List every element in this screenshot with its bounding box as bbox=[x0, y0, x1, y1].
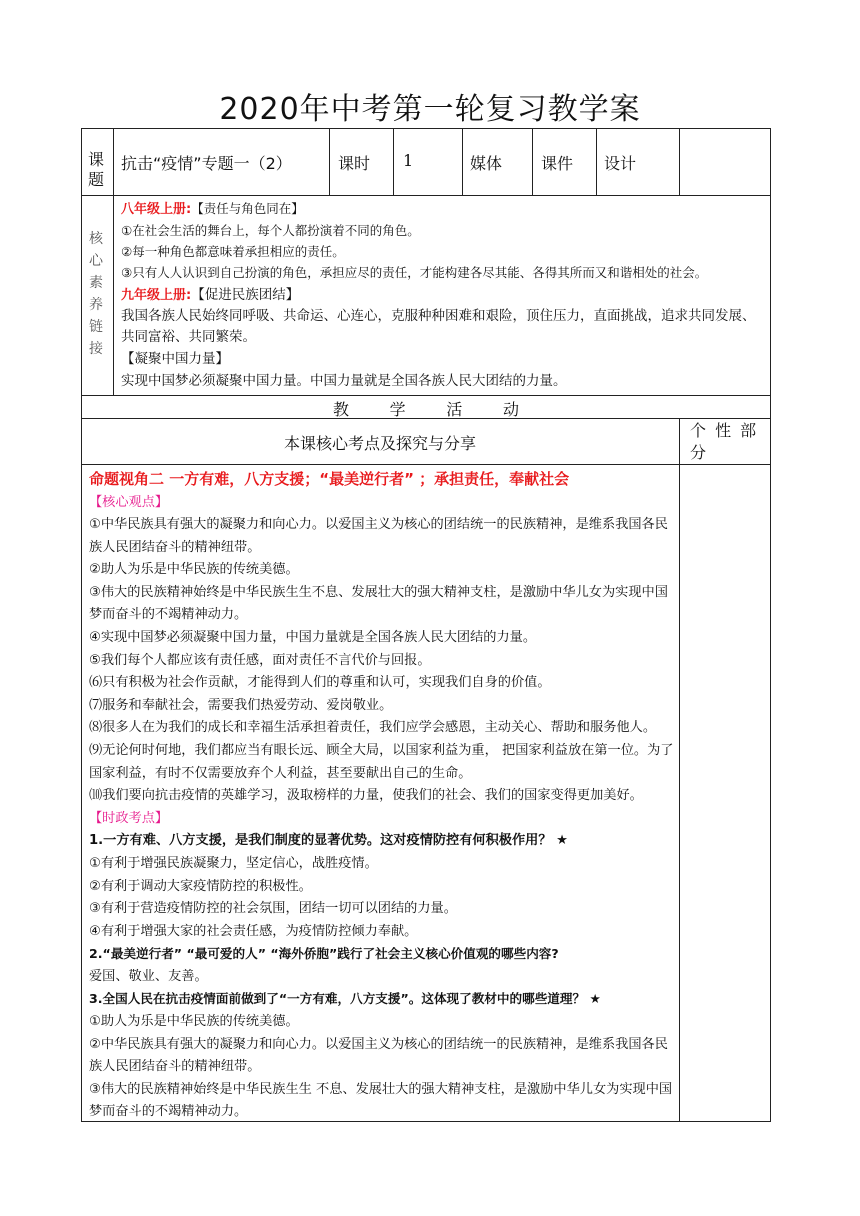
table-border-top bbox=[81, 128, 771, 129]
core-view-item: ⑺服务和奉献社会，需要我们热爱劳动、爱岗敬业。 bbox=[89, 697, 393, 713]
col-divider bbox=[596, 128, 597, 195]
document-title: 2020年中考第一轮复习教学案 bbox=[219, 92, 641, 127]
answer-item: ③伟大的民族精神始终是中华民族生生 不息、发展壮大的强大精神支柱，是激励中华儿女为实现中国梦而奋斗的不竭精神动力。 bbox=[89, 1081, 673, 1120]
core-view-item: ③伟大的民族精神始终是中华民族生生不息、发展壮大的强大精神支柱，是激励中华儿女为实现中国梦而奋斗的不竭精神动力。 bbox=[89, 584, 668, 623]
col-divider bbox=[532, 128, 533, 195]
section-header: 本课核心考点及探究与分享 bbox=[283, 434, 476, 453]
core-view-label: 【核心观点】 bbox=[89, 495, 169, 510]
core-link-label: 核心素养链接 bbox=[89, 231, 103, 357]
grade9-text: 我国各族人民始终同呼吸、共命运、心连心，克服种种困难和艰险，顶住压力，直面挑战，追求共同发展、共同富裕、共同繁荣。 bbox=[121, 308, 756, 345]
core-view-item: ⑼无论何时何地，我们都应当有眼长远、顾全大局，以国家利益为重， 把国家利益放在第一位。为了国家利益，有时不仅需要放弃个人利益，甚至要献出自己的生命。 bbox=[89, 742, 674, 781]
col-divider bbox=[462, 128, 463, 195]
main-content bbox=[89, 466, 675, 1124]
personal-header: 个 性 部 分 bbox=[690, 421, 759, 462]
row-divider bbox=[81, 195, 771, 196]
question-1: 1.一方有难、八方支援，是我们制度的显著优势。这对疫情防控有何积极作用？ ★ bbox=[89, 833, 568, 849]
row-divider bbox=[81, 464, 771, 465]
label-period: 课时 bbox=[338, 154, 371, 173]
core-view-item: ④实现中国梦必须凝聚中国力量，中国力量就是全国各族人民大团结的力量。 bbox=[89, 629, 537, 645]
answer-item: 爱国、敬业、友善。 bbox=[89, 968, 208, 984]
grade8-title: 八年级上册: bbox=[121, 202, 192, 217]
grade9-title: 九年级上册: bbox=[121, 288, 192, 303]
col-divider bbox=[393, 128, 394, 195]
col-divider bbox=[679, 418, 680, 1122]
core-view-item: ①中华民族具有强大的凝聚力和向心力。以爱国主义为核心的团结统一的民族精神，是维系我国各民族人民团结奋斗的精神纽带。 bbox=[89, 517, 668, 555]
core-view-item: ⑹只有积极为社会作贡献，才能得到人们的尊重和认可，实现我们自身的价值。 bbox=[89, 675, 551, 691]
question-2: 2.“最美逆行者” “最可爱的人” “海外侨胞”践行了社会主义核心价值观的哪些内容? bbox=[89, 946, 559, 962]
activities-header: 教 学 活 动 bbox=[332, 400, 520, 419]
col-divider bbox=[329, 128, 330, 195]
answer-item: ①有利于增强民族凝聚力，坚定信心，战胜疫情。 bbox=[89, 855, 378, 871]
grade9-topic: 【促进民族团结】 bbox=[191, 287, 300, 303]
label-media: 媒体 bbox=[470, 154, 503, 173]
subject-value: 抗击“疫情”专题一（2） bbox=[121, 154, 292, 173]
answer-item: ③有利于营造疫情防控的社会氛围，团结一切可以团结的力量。 bbox=[89, 901, 457, 917]
label-design: 设计 bbox=[604, 154, 637, 173]
topic-heading: 命题视角二 一方有难，八方支援；“最美逆行者” ；承担责任，奉献社会 bbox=[89, 470, 570, 488]
answer-item: ①助人为乐是中华民族的传统美德。 bbox=[89, 1014, 299, 1030]
table-border-left bbox=[81, 128, 82, 1122]
core-view-item: ⑽我们要向抗击疫情的英雄学习，汲取榜样的力量，使我们的社会、我们的国家变得更加美好。 bbox=[89, 788, 643, 804]
answer-item: ④有利于增强大家的社会责任感，为疫情防控倾力奉献。 bbox=[89, 923, 418, 939]
current-affairs-label: 【时政考点】 bbox=[89, 810, 169, 826]
grade8-line: ①在社会生活的舞台上，每个人都扮演着不同的角色。 bbox=[121, 223, 420, 238]
grade9-topic2: 【凝聚中国力量】 bbox=[121, 351, 229, 367]
grade8-line: ②每一种角色都意味着承担相应的责任。 bbox=[121, 244, 345, 259]
label-subject: 课题 bbox=[88, 150, 105, 189]
answer-item: ②中华民族具有强大的凝聚力和向心力。以爱国主义为核心的团结统一的民族精神，是维系我国各民族人民团结奋斗的精神纽带。 bbox=[89, 1036, 668, 1075]
core-view-item: ②助人为乐是中华民族的传统美德。 bbox=[89, 562, 299, 578]
row-divider bbox=[81, 395, 771, 396]
answer-item: ②有利于调动大家疫情防控的积极性。 bbox=[89, 878, 312, 894]
grade9-text2: 实现中国梦必须凝聚中国力量。中国力量就是全国各族人民大团结的力量。 bbox=[121, 373, 567, 389]
question-3: 3.全国人民在抗击疫情面前做到了“一方有难，八方支援”。这体现了教材中的哪些道理？ ★ bbox=[89, 991, 601, 1007]
table-border-right bbox=[770, 128, 771, 1122]
col-divider bbox=[679, 128, 680, 195]
col-divider bbox=[113, 128, 114, 396]
core-link-content bbox=[121, 198, 766, 392]
media-value: 课件 bbox=[541, 154, 574, 173]
core-view-item: ⑤我们每个人都应该有责任感，面对责任不言代价与回报。 bbox=[89, 652, 431, 668]
grade8-line: ③只有人人认识到自己扮演的角色，承担应尽的责任，才能构建各尽其能、各得其所而又和谐相处的社会。 bbox=[121, 265, 708, 280]
grade8-topic: 【责任与角色同在】 bbox=[191, 201, 304, 216]
core-view-item: ⑻很多人在为我们的成长和幸福生活承担着责任，我们应学会感恩，主动关心、帮助和服务他人。 bbox=[89, 720, 657, 736]
period-value: 1 bbox=[403, 151, 414, 170]
